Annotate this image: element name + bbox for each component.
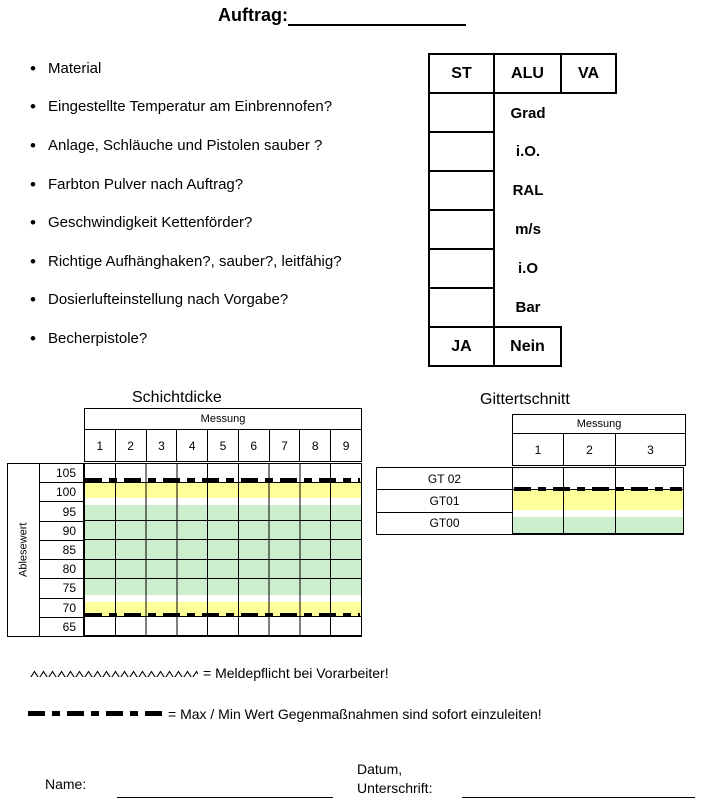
schichtdicke-header: [84, 408, 362, 462]
warning-wavy-line-lower: [84, 595, 361, 602]
checklist-item: [30, 281, 420, 320]
grid-row-80[interactable]: [84, 560, 361, 579]
checklist-item-label: Dosierlufteinstellung nach Vorgabe?: [48, 291, 289, 309]
checklist-item-label: Becherpistole?: [48, 329, 148, 347]
unit-label: Bar: [515, 298, 541, 316]
answer-cell-io2[interactable]: [429, 249, 494, 288]
legend-dashed-line-icon: [28, 711, 165, 716]
schichtdicke-grid[interactable]: [83, 463, 362, 637]
min-limit-dashed-line: [85, 613, 360, 617]
scale-value: 90: [40, 522, 83, 541]
bullet-icon: •: [30, 213, 36, 233]
answer-cell-grad[interactable]: [429, 93, 494, 132]
answer-cell-io1[interactable]: [429, 132, 494, 171]
unterschrift-label: Unterschrift:: [357, 780, 433, 796]
header-va: VA: [561, 54, 616, 93]
ablesewert-axis-label: Ablesewert: [7, 463, 40, 637]
scale-value: 100: [40, 483, 83, 502]
col-9: 9: [331, 430, 362, 462]
scale-value: 105: [40, 464, 83, 483]
scale-value: 65: [62, 619, 76, 634]
checklist-item-label: Material: [48, 59, 102, 77]
grid-row-65[interactable]: [84, 617, 361, 636]
order-number-blank[interactable]: [288, 9, 466, 26]
warning-wavy-line: [513, 510, 683, 517]
col-1: 1: [513, 434, 564, 466]
bullet-icon: •: [30, 58, 36, 78]
grid-row-90[interactable]: [84, 521, 361, 540]
bullet-icon: •: [30, 135, 36, 155]
bullet-icon: •: [30, 328, 36, 348]
gitterschnitt-header: [512, 414, 686, 466]
grid-row-gt01[interactable]: [513, 490, 683, 512]
gitterschnitt-row-labels: [376, 467, 513, 535]
bullet-icon: •: [30, 97, 36, 117]
form-title: [218, 5, 466, 26]
scale-value: 95: [40, 502, 83, 521]
answer-cell-bar[interactable]: [429, 288, 494, 327]
col-3: 3: [146, 430, 177, 462]
checklist-item-label: Farbton Pulver nach Auftrag?: [48, 175, 244, 193]
checklist-item-label: Richtige Aufhänghaken?, sauber?, leitfähig?: [48, 252, 342, 270]
warning-wavy-line-upper: [84, 498, 361, 505]
col-3: 3: [616, 434, 686, 466]
checklist-item: [30, 165, 420, 204]
checklist-item-label: Anlage, Schläuche und Pistolen sauber ?: [48, 136, 323, 154]
datum-label: Datum,: [357, 761, 403, 777]
signature-blank-line[interactable]: [462, 797, 695, 798]
checklist-item-label: Eingestellte Temperatur am Einbrennofen?: [48, 98, 333, 116]
scale-value: 75: [40, 579, 83, 598]
schichtdicke-value-scale: [39, 463, 84, 637]
messung-label: Messung: [85, 409, 362, 430]
schichtdicke-title: Schichtdicke: [132, 389, 222, 406]
legend-wavy-label: = Meldepflicht bei Vorarbeiter!: [203, 665, 389, 681]
gitterschnitt-grid[interactable]: [512, 467, 684, 535]
unit-label: Grad: [510, 104, 546, 122]
col-4: 4: [177, 430, 208, 462]
col-2: 2: [115, 430, 146, 462]
unit-label: RAL: [512, 182, 544, 199]
checklist-item: [30, 49, 420, 88]
answer-cell-ms[interactable]: [429, 210, 494, 249]
legend-dashed-label: = Max / Min Wert Gegenmaßnahmen sind sofort einzuleiten!: [168, 706, 542, 722]
checklist: [30, 49, 420, 358]
form-title-label: Auftrag:: [218, 5, 288, 25]
checklist-item: [30, 203, 420, 242]
name-label: Name:: [45, 776, 87, 792]
nein-cell[interactable]: Nein: [494, 327, 561, 366]
header-st: ST: [429, 54, 494, 93]
grid-row-85[interactable]: [84, 540, 361, 559]
max-limit-dashed-line: [514, 487, 682, 491]
checklist-item: [30, 126, 420, 165]
grid-row-95[interactable]: [84, 502, 361, 521]
messung-label: Messung: [513, 415, 686, 434]
bullet-icon: •: [30, 251, 36, 271]
legend-wavy-line-icon: [30, 667, 198, 677]
gitterschnitt-title: Gittertschnitt: [480, 391, 570, 408]
name-blank-line[interactable]: [117, 797, 333, 798]
col-5: 5: [208, 430, 239, 462]
bullet-icon: •: [30, 174, 36, 194]
col-1: 1: [85, 430, 116, 462]
checklist-item-label: Geschwindigkeit Kettenförder?: [48, 214, 253, 232]
col-8: 8: [300, 430, 331, 462]
answer-cell-ral[interactable]: [429, 171, 494, 210]
col-6: 6: [238, 430, 269, 462]
col-2: 2: [564, 434, 616, 466]
scale-value: 80: [40, 560, 83, 579]
gt-row-label: GT 02: [377, 468, 512, 490]
answers-table: [428, 53, 617, 367]
gt-row-label: GT00: [429, 516, 460, 531]
col-7: 7: [269, 430, 300, 462]
checklist-item: [30, 319, 420, 358]
ja-cell[interactable]: JA: [429, 327, 494, 366]
max-limit-dashed-line: [85, 478, 360, 482]
checklist-item: [30, 88, 420, 127]
header-alu: ALU: [494, 54, 561, 93]
checklist-item: [30, 242, 420, 281]
unit-label: i.O.: [515, 143, 541, 160]
unit-label: i.O: [517, 260, 538, 277]
bullet-icon: •: [30, 290, 36, 310]
scale-value: 70: [40, 599, 83, 618]
gt-row-label: GT01: [377, 490, 512, 512]
unit-label: m/s: [515, 221, 541, 238]
scale-value: 85: [40, 541, 83, 560]
